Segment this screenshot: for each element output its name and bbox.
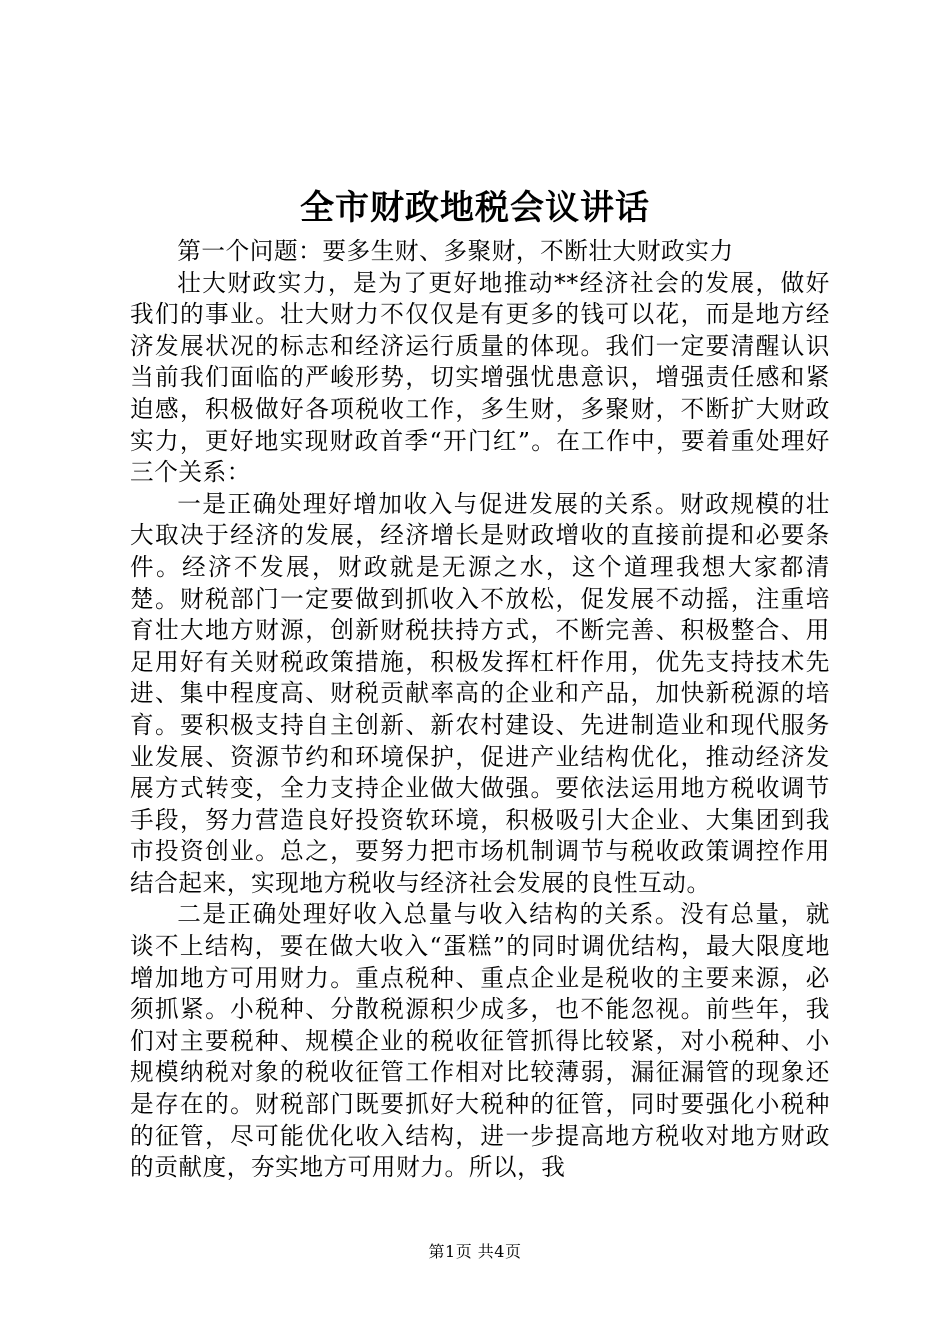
document-title: 全市财政地税会议讲话	[300, 188, 650, 228]
section-heading: 第一个问题：要多生财、多聚财，不断壮大财政实力	[177, 237, 734, 265]
document-body	[130, 236, 830, 1184]
paragraph: 二是正确处理好收入总量与收入结构的关系。没有总量，就谈不上结构，要在做大收入“蛋糕”的同时调优结构，最大限度地增加地方可用财力。重点税种、重点企业是税收的主要来源，必须抓紧。小税种、分散税源积少成多，也不能忽视。前些年，我们对主要税种、规模企业的税收征管抓得比较紧，对小税种、小规模纳税对象的税收征管工作相对比较薄弱，漏征漏管的现象还是存在的。财税部门既要抓好大税种的征管，同时要强化小税种的征管，尽可能优化收入结构，进一步提高地方税收对地方财政的贡献度，夯实地方可用财力。所以，我	[130, 900, 830, 1182]
paragraph: 一是正确处理好增加收入与促进发展的关系。财政规模的壮大取决于经济的发展，经济增长是财政增收的直接前提和必要条件。经济不发展，财政就是无源之水，这个道理我想大家都清楚。财税部门一定要做到抓收入不放松，促发展不动摇，注重培育壮大地方财源，创新财税扶持方式，不断完善、积极整合、用足用好有关财税政策措施，积极发挥杠杆作用，优先支持技术先进、集中程度高、财税贡献率高的企业和产品，加快新税源的培育。要积极支持自主创新、新农村建设、先进制造业和现代服务业发展、资源节约和环境保护，促进产业结构优化，推动经济发展方式转变，全力支持企业做大做强。要依法运用地方税收调节手段，努力营造良好投资软环境，积极吸引大企业、大集团到我市投资创业。总之，要努力把市场机制调节与税收政策调控作用结合起来，实现地方税收与经济社会发展的良性互动。	[130, 489, 830, 897]
page-footer: 第1页 共4页	[428, 1242, 522, 1261]
paragraph: 壮大财政实力，是为了更好地推动**经济社会的发展，做好我们的事业。壮大财力不仅仅是有更多的钱可以花，而是地方经济发展状况的标志和经济运行质量的体现。我们一定要清醒认识当前我们面临的严峻形势，切实增强忧患意识，增强责任感和紧迫感，积极做好各项税收工作，多生财，多聚财，不断扩大财政实力，更好地实现财政首季“开门红”。在工作中，要着重处理好三个关系：	[130, 268, 830, 487]
